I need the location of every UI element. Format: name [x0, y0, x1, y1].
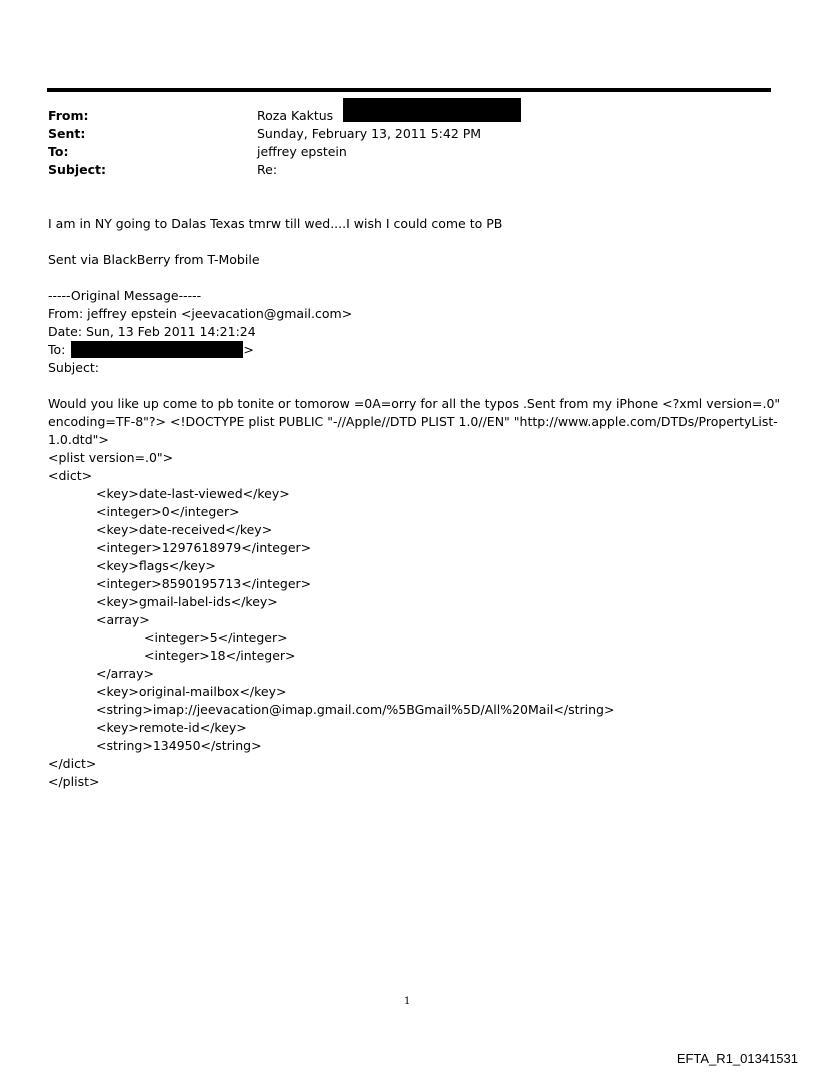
- from-value: [257, 107, 521, 125]
- sent-value: Sunday, February 13, 2011 5:42 PM: [257, 126, 482, 141]
- plist-value: <string>134950</string>: [96, 738, 262, 753]
- plist-open: <plist version=.0">: [48, 450, 174, 465]
- array-item: <integer>18</integer>: [144, 648, 296, 663]
- redaction-box: [71, 341, 243, 358]
- header-rule: [47, 88, 771, 92]
- plist-key: <key>remote-id</key>: [96, 720, 247, 735]
- plist-value: <integer>8590195713</integer>: [96, 576, 312, 591]
- redaction-box: [343, 98, 521, 122]
- to-label: To:: [48, 144, 69, 159]
- original-to-suffix: >: [243, 342, 254, 357]
- original-subject: Subject:: [48, 360, 99, 375]
- plist-value: <integer>1297618979</integer>: [96, 540, 312, 555]
- message-line-1: Would you like up come to pb tonite or tomorow =0A=orry for all the typos .Sent from my iPhone <?xml version=.0": [48, 396, 781, 411]
- dict-close: </dict>: [48, 756, 97, 771]
- plist-key: <key>date-received</key>: [96, 522, 273, 537]
- original-from: From: jeffrey epstein <jeevacation@gmail.com>: [48, 306, 353, 321]
- plist-key: <key>flags</key>: [96, 558, 216, 573]
- subject-value: Re:: [257, 162, 278, 177]
- signature: Sent via BlackBerry from T-Mobile: [48, 252, 260, 267]
- from-label: From:: [48, 108, 89, 123]
- plist-value: <integer>0</integer>: [96, 504, 240, 519]
- plist-close: </plist>: [48, 774, 100, 789]
- plist-value: <string>imap://jeevacation@imap.gmail.com/%5BGmail%5D/All%20Mail</string>: [96, 702, 615, 717]
- dict-open: <dict>: [48, 468, 93, 483]
- message-line-3: 1.0.dtd">: [48, 432, 109, 447]
- plist-key: <key>gmail-label-ids</key>: [96, 594, 278, 609]
- to-value: jeffrey epstein: [257, 144, 347, 159]
- original-message-marker: -----Original Message-----: [48, 288, 202, 303]
- sent-label: Sent:: [48, 126, 86, 141]
- original-to: [48, 341, 254, 359]
- bates-number: EFTA_R1_01341531: [676, 1051, 798, 1066]
- message-line-2: encoding=TF-8"?> <!DOCTYPE plist PUBLIC "-//Apple//DTD PLIST 1.0//EN" "http://www.apple.com/DTDs/PropertyList-: [48, 414, 778, 429]
- original-date: Date: Sun, 13 Feb 2011 14:21:24: [48, 324, 256, 339]
- original-to-label: To:: [48, 342, 66, 357]
- array-open: <array>: [96, 612, 150, 627]
- subject-label: Subject:: [48, 162, 106, 177]
- page-number: 1: [404, 996, 411, 1007]
- array-item: <integer>5</integer>: [144, 630, 288, 645]
- reply-text: I am in NY going to Dalas Texas tmrw till wed....I wish I could come to PB: [48, 216, 503, 231]
- plist-key: <key>date-last-viewed</key>: [96, 486, 290, 501]
- plist-key: <key>original-mailbox</key>: [96, 684, 287, 699]
- from-name: Roza Kaktus: [257, 108, 334, 123]
- array-close: </array>: [96, 666, 154, 681]
